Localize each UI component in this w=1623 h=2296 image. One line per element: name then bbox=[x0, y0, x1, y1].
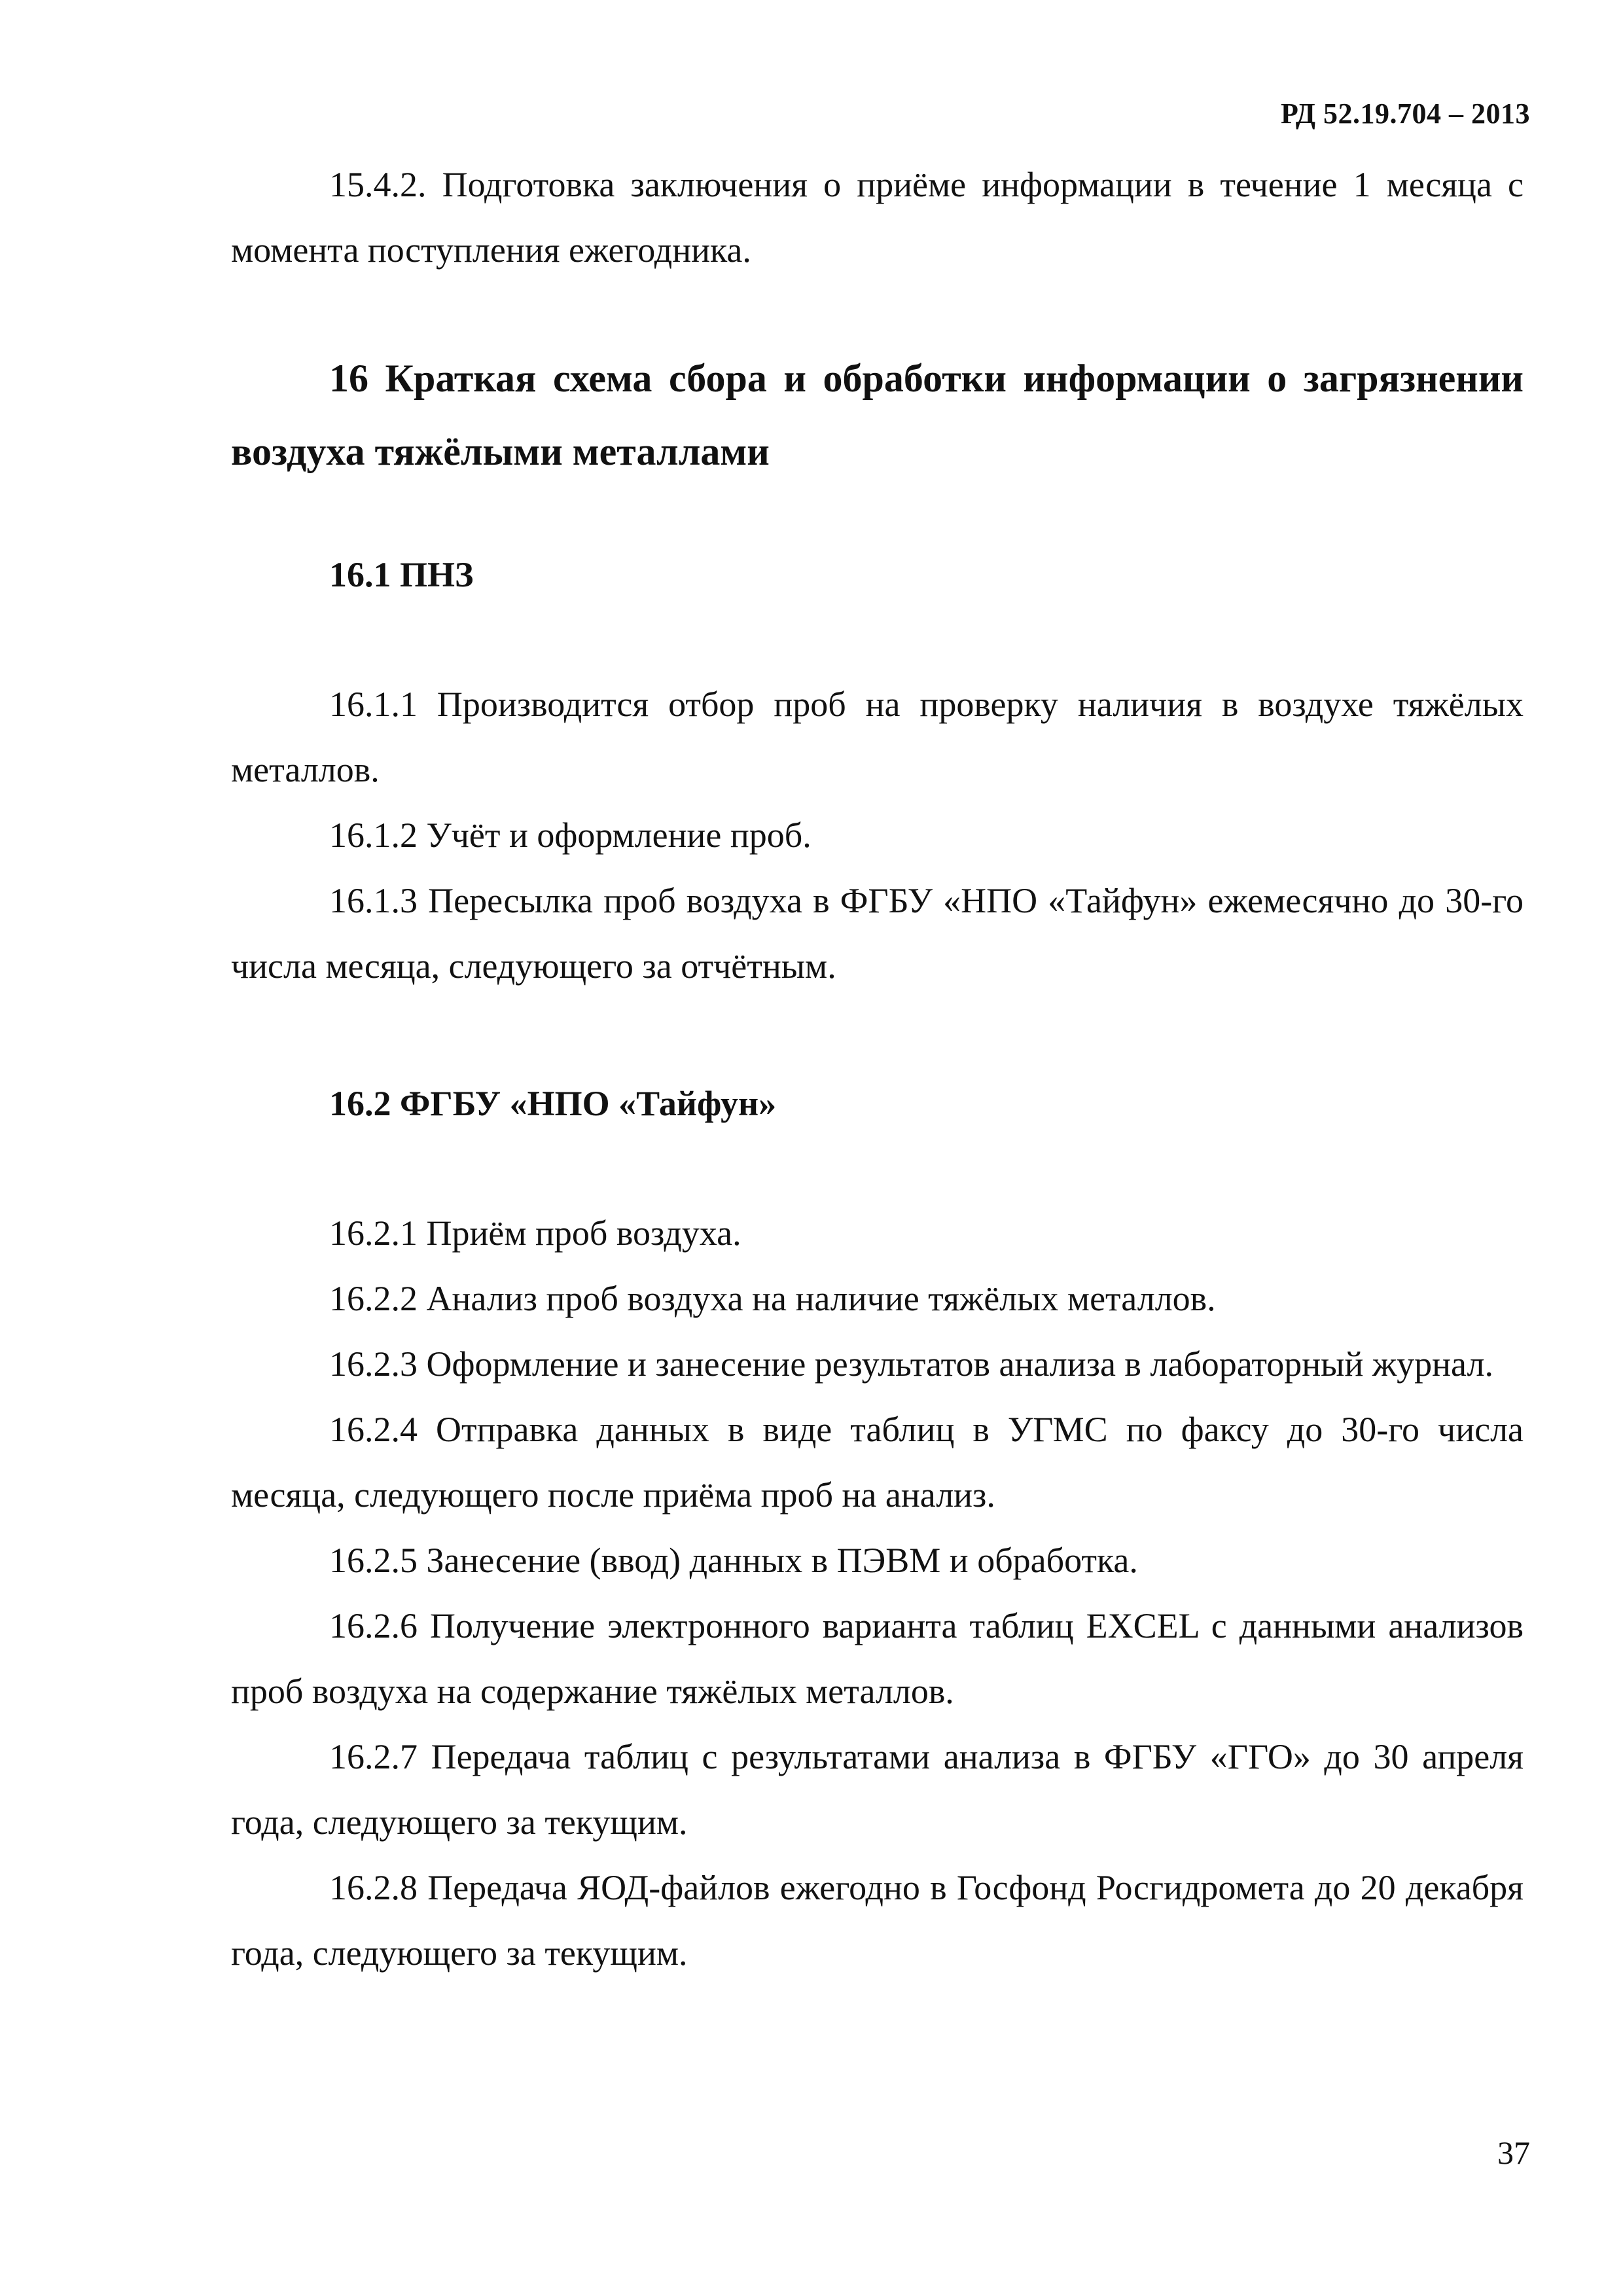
paragraph-16-2-2: 16.2.2 Анализ проб воздуха на наличие тяжёлых металлов. bbox=[329, 1279, 1216, 1318]
paragraph-16-2-8: 16.2.8 Передача ЯОД-файлов ежегодно в Госфонд Росгидромета до 20 декабря года, следующего за текущим. bbox=[231, 1868, 1524, 1973]
spacer bbox=[231, 488, 1524, 542]
subsection-16-1-heading: 16.1 ПНЗ bbox=[329, 555, 474, 594]
paragraph-16-1-3: 16.1.3 Пересылка проб воздуха в ФГБУ «НПО «Тайфун» ежемесячно до 30-го числа месяца, следующего за отчётным. bbox=[231, 881, 1524, 986]
section-16-heading: 16 Краткая схема сбора и обработки информации о загрязнении воздуха тяжёлыми металлами bbox=[231, 357, 1524, 473]
spacer bbox=[231, 607, 1524, 672]
paragraph-16-2-7: 16.2.7 Передача таблиц с результатами анализа в ФГБУ «ГГО» до 30 апреля года, следующего за текущим. bbox=[231, 1737, 1524, 1842]
paragraph-16-2-3: 16.2.3 Оформление и занесение результатов анализа в лабораторный журнал. bbox=[329, 1344, 1493, 1384]
paragraph-16-1-2: 16.1.2 Учёт и оформление проб. bbox=[329, 816, 812, 855]
subsection-16-2-heading: 16.2 ФГБУ «НПО «Тайфун» bbox=[329, 1084, 777, 1123]
spacer bbox=[231, 283, 1524, 342]
page-number: 37 bbox=[1497, 2134, 1530, 2171]
document-body bbox=[231, 152, 1524, 1986]
paragraph-15-4-2: 15.4.2. Подготовка заключения о приёме информации в течение 1 месяца с момента поступления ежегодника. bbox=[231, 165, 1524, 270]
spacer bbox=[231, 999, 1524, 1071]
paragraph-16-2-4: 16.2.4 Отправка данных в виде таблиц в УГМС по факсу до 30-го числа месяца, следующего после приёма проб на анализ. bbox=[231, 1410, 1524, 1515]
paragraph-16-2-5: 16.2.5 Занесение (ввод) данных в ПЭВМ и обработка. bbox=[329, 1541, 1138, 1580]
paragraph-16-1-1: 16.1.1 Производится отбор проб на проверку наличия в воздухе тяжёлых металлов. bbox=[231, 685, 1524, 789]
document-code-header: РД 52.19.704 – 2013 bbox=[1281, 98, 1530, 130]
spacer bbox=[231, 1136, 1524, 1200]
paragraph-16-2-6: 16.2.6 Получение электронного варианта таблиц EXCEL с данными анализов проб воздуха на содержание тяжёлых металлов. bbox=[231, 1606, 1524, 1711]
paragraph-16-2-1: 16.2.1 Приём проб воздуха. bbox=[329, 1213, 741, 1253]
